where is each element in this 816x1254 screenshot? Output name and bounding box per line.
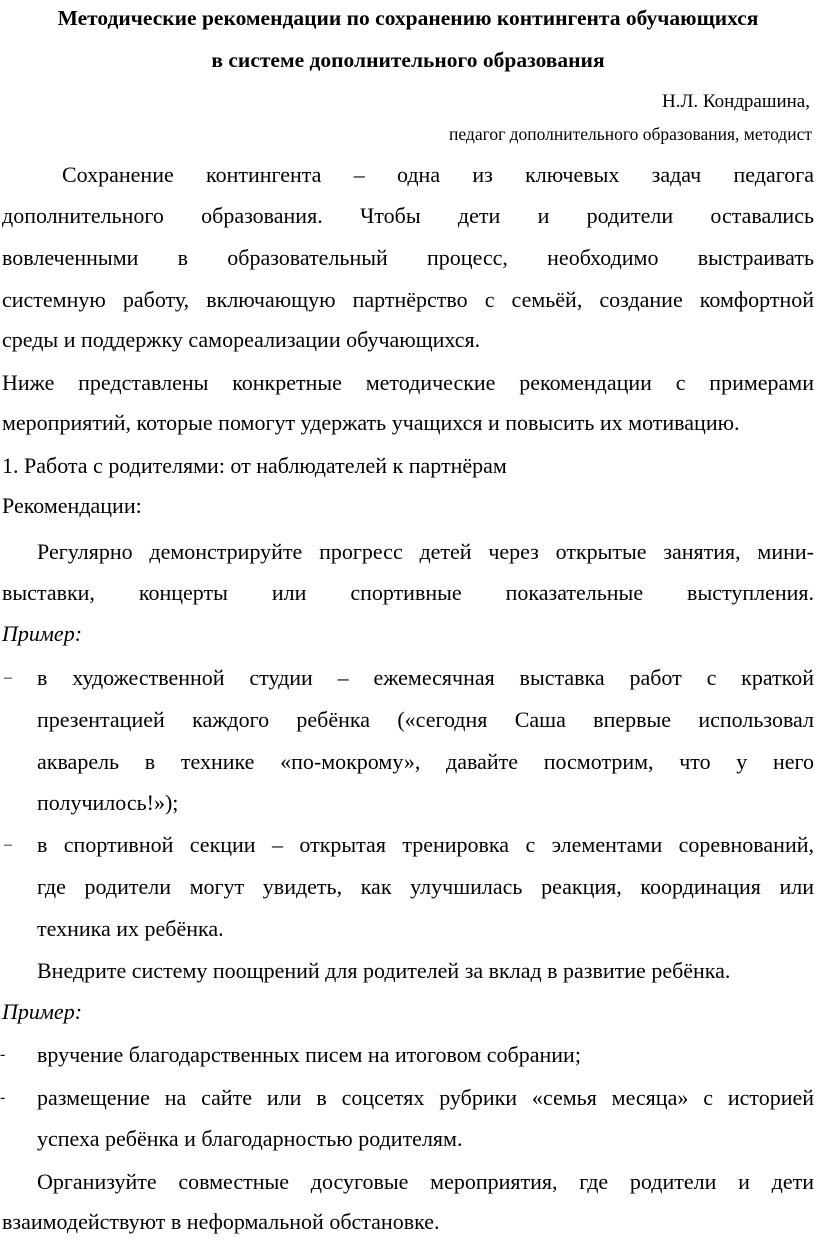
author-name: Н.Л. Кондрашина, [661,91,810,112]
recommendation-line: Внедрите систему поощрений для родителей за вклад в развитие ребёнка. [37,958,731,983]
example-label: Пример: [2,999,83,1024]
dash-bullet-icon: – [4,669,12,686]
recommendations-label: Рекомендации: [2,493,142,518]
bullet-line: в спортивной секции – открытая тренировка с элементами соревнований, [37,832,814,857]
intro-line: дополнительного образования. Чтобы дети и родители оставались [2,203,814,228]
bullet-line: презентацией каждого ребёнка («сегодня Саша впервые использовал [37,707,814,732]
intro-line: системную работу, включающую партнёрство с семьёй, создание комфортной [2,287,814,312]
bullet-line: получилось!»); [37,790,179,815]
bullet-line: в художественной студии – ежемесячная выставка работ с краткой [37,665,814,690]
bullet-line: вручение благодарственных писем на итоговом собрании; [37,1042,581,1067]
author-position: педагог дополнительного образования, методист [449,124,812,144]
dash-bullet-icon: – [4,836,12,853]
document-title-line-1: Методические рекомендации по сохранению контингента обучающихся [57,6,759,30]
intro-line: среды и поддержку самореализации обучающихся. [2,327,481,352]
recommendation-line: выставки, концерты или спортивные показательные выступления. [2,580,814,605]
recommendation-line: Регулярно демонстрируйте прогресс детей через открытые занятия, мини- [37,539,814,564]
bullet-line: техника их ребёнка. [37,916,224,941]
document-title-line-2: в системе дополнительного образования [211,48,605,72]
recommendation-line: взаимодействуют в неформальной обстановке. [2,1209,440,1234]
below-intro-line: Ниже представлены конкретные методические рекомендации с примерами [2,370,814,395]
hyphen-bullet-icon: - [0,1089,6,1106]
bullet-line: акварель в технике «по-мокрому», давайте посмотрим, что у него [37,749,814,774]
bullet-line: где родители могут увидеть, как улучшилась реакция, координация или [37,874,814,899]
example-label: Пример: [2,621,83,646]
below-intro-line: мероприятий, которые помогут удержать учащихся и повысить их мотивацию. [2,410,740,435]
bullet-line: успеха ребёнка и благодарностью родителям. [37,1126,463,1151]
section-1-heading: 1. Работа с родителями: от наблюдателей к партнёрам [2,453,507,478]
recommendation-line: Организуйте совместные досуговые мероприятия, где родители и дети [37,1169,814,1194]
bullet-line: размещение на сайте или в соцсетях рубрики «семья месяца» с историей [37,1085,814,1110]
hyphen-bullet-icon: - [0,1046,6,1063]
intro-line: вовлеченными в образовательный процесс, необходимо выстраивать [2,245,814,270]
intro-line: Сохранение контингента – одна из ключевых задач педагога [62,162,814,187]
